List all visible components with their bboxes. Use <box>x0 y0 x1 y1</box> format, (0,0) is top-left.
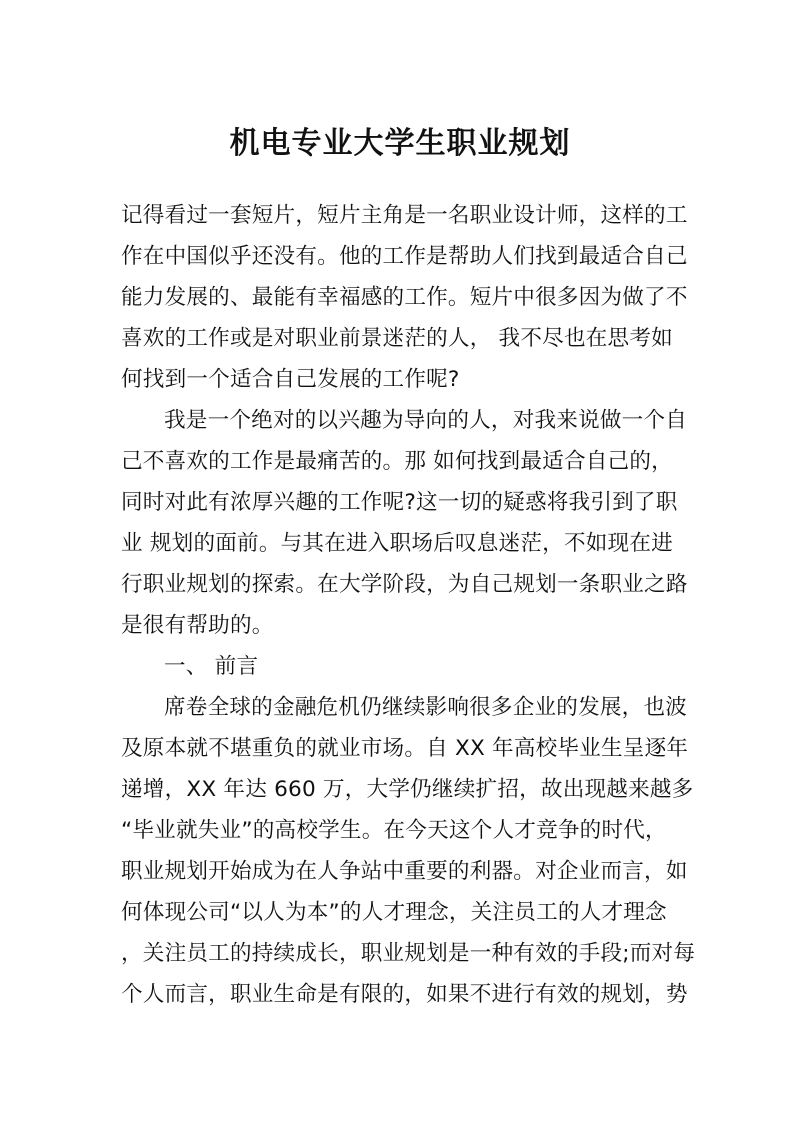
body-text-line: 是很有帮助的。 <box>121 613 274 638</box>
body-text-line: 能力发展的、最能有幸福感的工作。短片中很多因为做了不 <box>121 285 688 310</box>
section-heading: 一、 前言 <box>164 654 259 679</box>
body-text-line: 个人而言，职业生命是有限的，如果不进行有效的规划，势 <box>121 982 688 1007</box>
body-text-line: 职业规划开始成为在人争站中重要的利器。对企业而言，如 <box>121 859 688 884</box>
body-text-line: 及原本就不堪重负的就业市场。自 XX 年高校毕业生呈逐年 <box>121 736 689 761</box>
body-text-line: ，关注员工的持续成长，职业规划是一种有效的手段;而对每 <box>121 941 696 966</box>
body-text-line: 行职业规划的探索。在大学阶段，为自己规划一条职业之路 <box>121 572 688 597</box>
body-text-line: 我是一个绝对的以兴趣为导向的人，对我来说做一个自 <box>164 408 688 433</box>
body-text-line: 业 规划的面前。与其在进入职场后叹息迷茫，不如现在进 <box>121 531 673 556</box>
body-text-line: 记得看过一套短片，短片主角是一名职业设计师，这样的工 <box>121 203 688 228</box>
body-text-line: 作在中国似乎还没有。他的工作是帮助人们找到最适合自己 <box>121 244 688 269</box>
body-text-line: 席卷全球的金融危机仍继续影响很多企业的发展，也波 <box>164 695 688 720</box>
body-text-line: 己不喜欢的工作是最痛苦的。那 如何找到最适合自己的， <box>121 449 673 474</box>
body-text-line: 同时对此有浓厚兴趣的工作呢?这一切的疑惑将我引到了职 <box>121 490 678 515</box>
body-text-line: 递增，XX 年达 660 万，大学仍继续扩招，故出现越来越多 <box>121 777 694 802</box>
body-text-line: 喜欢的工作或是对职业前景迷茫的人， 我不尽也在思考如 <box>121 326 673 351</box>
body-text-line: 何体现公司“以人为本”的人才理念，关注员工的人才理念 <box>121 900 667 925</box>
body-text-line: “毕业就失业”的高校学生。在今天这个人才竞争的时代， <box>121 818 667 843</box>
body-text-line: 何找到一个适合自己发展的工作呢? <box>121 367 460 392</box>
document-title: 机电专业大学生职业规划 <box>229 126 571 161</box>
